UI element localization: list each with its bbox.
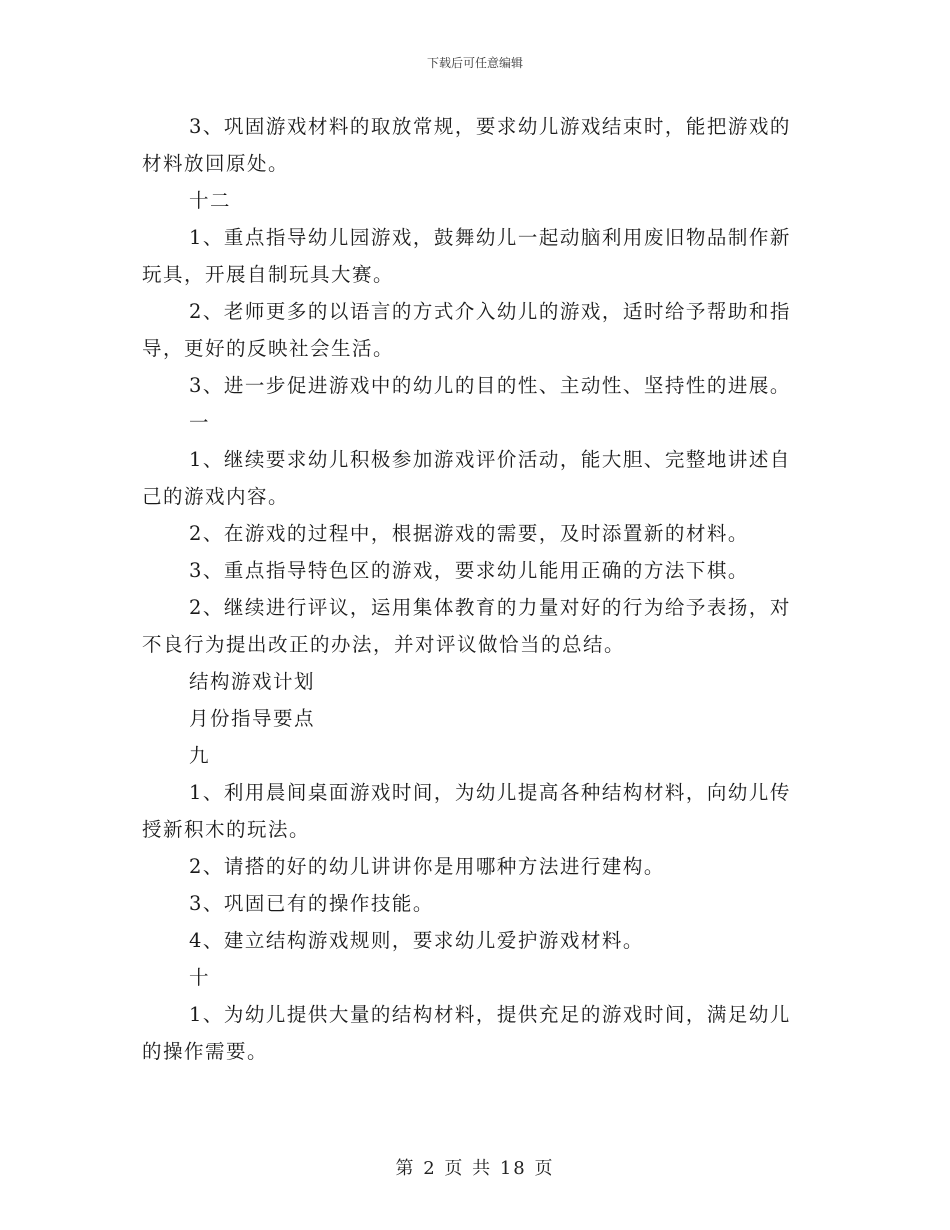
paragraph: 4、建立结构游戏规则，要求幼儿爱护游戏材料。 (189, 929, 644, 952)
section-subtitle: 月份指导要点 (189, 707, 316, 730)
paragraph: 2、老师更多的以语言的方式介入幼儿的游戏，适时给予帮助和指导，更好的反映社会生活。 (142, 300, 791, 360)
paragraph: 2、在游戏的过程中，根据游戏的需要，及时添置新的材料。 (189, 522, 749, 545)
paragraph: 3、进一步促进游戏中的幼儿的目的性、主动性、坚持性的进展。 (189, 374, 791, 397)
section-heading: 十二 (189, 189, 232, 212)
paragraph: 1、利用晨间桌面游戏时间，为幼儿提高各种结构材料，向幼儿传授新积木的玩法。 (142, 781, 791, 841)
section-heading: 十 (189, 966, 211, 989)
document-body (142, 108, 808, 1070)
paragraph: 3、巩固游戏材料的取放常规，要求幼儿游戏结束时，能把游戏的材料放回原处。 (142, 115, 791, 175)
paragraph: 3、巩固已有的操作技能。 (189, 892, 434, 915)
page-header: 下载后可任意编辑 (426, 56, 523, 70)
page-footer: 第 2 页 共 18 页 (395, 1158, 555, 1179)
paragraph: 1、继续要求幼儿积极参加游戏评价活动，能大胆、完整地讲述自己的游戏内容。 (142, 448, 791, 508)
section-heading: 一 (189, 411, 211, 434)
paragraph: 3、重点指导特色区的游戏，要求幼儿能用正确的方法下棋。 (189, 559, 749, 582)
paragraph: 2、请搭的好的幼儿讲讲你是用哪种方法进行建构。 (189, 855, 665, 878)
paragraph: 1、为幼儿提供大量的结构材料，提供充足的游戏时间，满足幼儿的操作需要。 (142, 1003, 791, 1063)
paragraph: 1、重点指导幼儿园游戏，鼓舞幼儿一起动脑利用废旧物品制作新玩具，开展自制玩具大赛。 (142, 226, 791, 286)
section-title: 结构游戏计划 (189, 670, 316, 693)
paragraph: 2、继续进行评议，运用集体教育的力量对好的行为给予表扬，对不良行为提出改正的办法，并对评议做恰当的总结。 (142, 596, 791, 656)
section-heading: 九 (189, 744, 211, 767)
